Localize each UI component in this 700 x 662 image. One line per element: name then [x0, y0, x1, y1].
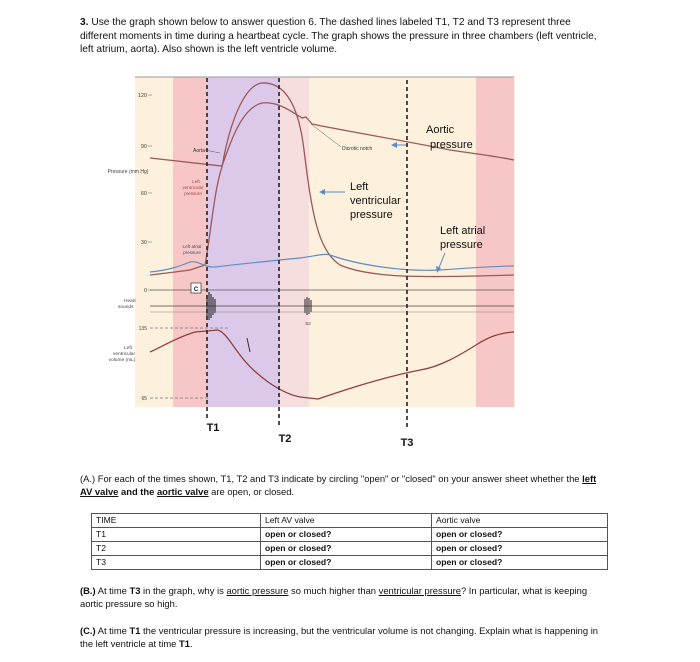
vol-tick-65: 65: [141, 396, 147, 402]
heart-sounds-label: Heart sounds: [118, 299, 136, 310]
part-c: [80, 625, 600, 650]
part-b-label: (B.): [80, 585, 96, 596]
part-a-text: For each of the times shown, T1, T2 and T3 indicate by circling "open" or "closed" on your answer sheet whether the: [97, 473, 583, 484]
part-b-text2: in the graph, why is: [140, 585, 227, 596]
part-c-text2: the ventricular pressure is increasing, but the ventricular volume is not changing. Explain what is happening in the left ventricle at time: [80, 625, 598, 649]
la-pressure-big-label: Left atrial pressure: [440, 225, 486, 251]
table-header-row: [92, 514, 608, 528]
part-a: [80, 473, 600, 498]
question-number: 3.: [80, 17, 89, 28]
part-a-text3: are open, or closed.: [208, 485, 295, 497]
dicrotic-notch-label: Dicrotic notch: [342, 146, 373, 152]
header-left-av: Left AV valve: [261, 514, 432, 528]
t1-label: T1: [206, 422, 220, 434]
part-a-label: (A.): [80, 473, 96, 484]
aortic-pressure-link[interactable]: aortic pressure: [226, 585, 289, 596]
part-b-text3: so much higher than: [288, 585, 379, 596]
table-row: [92, 528, 608, 542]
y-tick-0: 0: [143, 288, 147, 294]
part-b-time: T3: [129, 585, 141, 596]
part-b: [80, 585, 600, 610]
y-axis-label: Pressure (mm Hg): [107, 169, 149, 175]
part-b-text4: ? In particular, what is keeping aortic pressure so high.: [80, 585, 588, 609]
table-row: [92, 542, 608, 556]
aortic-pressure-label-line2: pressure: [430, 139, 473, 151]
volume-label: Left ventricular volume (mL): [108, 346, 136, 363]
table-row: [92, 556, 608, 570]
lv-pressure-big-label: Left ventricular pressure: [350, 181, 401, 221]
row-aortic[interactable]: open or closed?: [432, 542, 608, 556]
t2-label: T2: [278, 433, 292, 445]
part-c-text3: .: [189, 637, 193, 649]
question-text: Use the graph shown below to answer question 6. The dashed lines labeled T1, T2 and T3 represent three different moments in time during a heartbeat cycle. The graph shows the pressure in three chambers (left ventricle, left atrium, aorta). Also shown is the left ventricle volume.: [80, 17, 597, 55]
sound-s2-label: S2: [305, 321, 311, 326]
row-left-av[interactable]: open or closed?: [261, 528, 432, 542]
sound-c-label: C: [193, 287, 199, 293]
la-pressure-small-label: Left atrial pressure: [182, 244, 202, 255]
ventricular-pressure-link[interactable]: ventricular pressure: [378, 585, 461, 596]
part-c-time: T1: [129, 625, 141, 636]
row-left-av[interactable]: open or closed?: [261, 542, 432, 556]
row-time: T1: [92, 528, 261, 542]
y-tick-60: 60: [140, 191, 147, 197]
aorta-small-label: Aorta: [193, 148, 205, 154]
pink-band-atrial: [173, 77, 207, 407]
aortic-pressure-label: Aortic pressure: [426, 124, 473, 151]
aortic-valve-link[interactable]: aortic valve: [156, 485, 209, 497]
t3-label: T3: [400, 437, 414, 449]
y-tick-120: 120: [137, 93, 147, 99]
part-a-text2: and the: [118, 485, 157, 497]
vol-tick-135: 135: [138, 326, 147, 332]
part-c-time2: T1: [179, 637, 190, 649]
row-time: T3: [92, 556, 261, 570]
y-tick-30: 30: [140, 240, 147, 246]
part-c-text1: At time: [95, 625, 130, 636]
y-tick-90: 90: [140, 144, 147, 150]
left-av-valve-link[interactable]: left AV valve: [80, 473, 597, 497]
pink-band-relax: [280, 77, 309, 407]
row-time: T2: [92, 542, 261, 556]
purple-band-ejection: [207, 77, 280, 407]
part-b-text1: At time: [95, 585, 130, 596]
row-left-av[interactable]: open or closed?: [261, 556, 432, 570]
header-time: TIME: [92, 514, 261, 528]
lv-pressure-small-label: Left ventricular pressure: [182, 179, 204, 196]
part-c-label: (C.): [80, 625, 96, 636]
row-aortic[interactable]: open or closed?: [432, 556, 608, 570]
valve-table: [91, 513, 608, 570]
row-aortic[interactable]: open or closed?: [432, 528, 608, 542]
header-aortic: Aortic valve: [432, 514, 608, 528]
